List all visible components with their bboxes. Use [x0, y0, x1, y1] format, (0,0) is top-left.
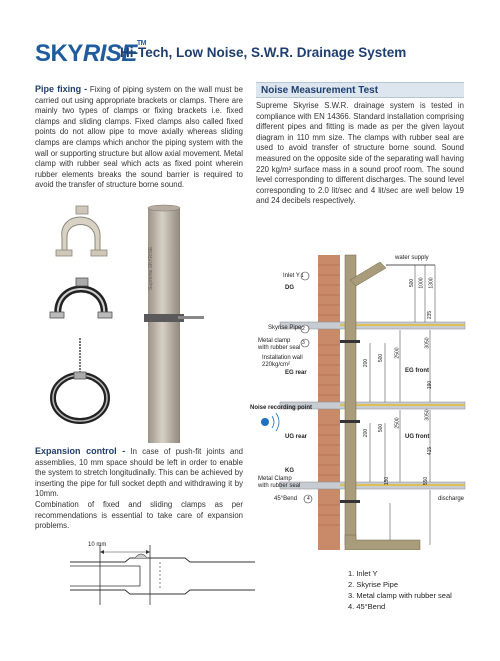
- bend-label: 45°Bend: [274, 496, 298, 502]
- skyrise-logo: SKYRISE™: [35, 40, 146, 67]
- page-title: Hi-Tech, Low Noise, S.W.R. Drainage System: [120, 45, 407, 60]
- dim-label: 200: [363, 358, 370, 368]
- num-2: 2: [302, 326, 305, 332]
- dim-label: 1000: [418, 277, 425, 289]
- metal-clamp-label: Metal clamp: [258, 338, 291, 344]
- clamp-illustrations: [40, 198, 130, 443]
- dim-label: 3050: [424, 337, 431, 349]
- eg-front-label: EG front: [405, 368, 429, 374]
- eg-rear-label: EG rear: [285, 370, 307, 376]
- dim-label: 2500: [394, 347, 401, 359]
- expansion-text-2: Combination of fixed and sliding clamps as per recommendations is essential to take care of expansion problems.: [35, 499, 243, 531]
- metal-clamp-2-label: Metal Clamp: [258, 476, 292, 482]
- noise-test-text: Supreme Skyrise S.W.R. drainage system is tested in compliance with EN 14366. Standard installation comprising different pipes and fitting is made as per the given layout diagram in 110 mm size. The clamps with rubber seal are used to avoid transfer of structure borne sound. Sound measured on the opposite side of the separating wall having 220 kg/m² surface mass in a sound proof room. The sound level corresponding to different discharges. The sound level corresponding to 2.0 lit/sec and 4 lit/sec are well below 19 and 24 decibels respectively.: [256, 101, 464, 206]
- dim-label: 150: [384, 476, 391, 486]
- expansion-text: In case of push-fit joints and assemblies, 10 mm space should be left in order to enable the system to stretch longitudinally. This can be achieved by inserting the pipe for full socket depth and withdrawing it by 10mm.: [35, 447, 243, 499]
- kg-label: KG: [285, 468, 294, 474]
- dim-label: 500: [378, 423, 385, 433]
- discharge-label: discharge: [438, 496, 465, 502]
- num-3: 3: [302, 340, 305, 346]
- skyrise-pipe-label: Skyrise Pipe: [268, 325, 302, 331]
- wall-mass-label: 220kg/cm²: [262, 362, 291, 368]
- ug-front-label: UG front: [405, 434, 430, 440]
- expansion-diagram: [70, 540, 255, 610]
- pipe-image: [138, 198, 208, 443]
- legend-item: 1. Inlet Y: [348, 569, 378, 578]
- expansion-heading: Expansion control -: [35, 446, 126, 456]
- pipe-print: Supreme SKYRISE: [148, 246, 154, 290]
- expansion-gap-label: 10 mm: [88, 542, 107, 548]
- legend-item: 2. Skyrise Pipe: [348, 580, 399, 589]
- installation-wall-label: Installation wall: [262, 355, 303, 361]
- dim-label: 3050: [424, 409, 431, 421]
- dg-label: DG: [285, 285, 294, 291]
- rubber-seal-label: with rubber seal: [258, 345, 301, 351]
- legend-item: 3. Metal clamp with rubber seal: [348, 591, 452, 600]
- dim-label: 200: [363, 428, 370, 438]
- inlet-y-label: Inlet Y: [283, 273, 300, 279]
- noise-point-label: Noise recording point: [250, 405, 313, 411]
- diagram-legend: [348, 568, 452, 612]
- water-supply-label: water supply: [395, 255, 429, 261]
- noise-test-heading: Noise Measurement Test: [256, 82, 464, 98]
- dim-label: 415: [427, 446, 434, 456]
- rubber-seal-2-label: with rubber seal: [258, 483, 301, 489]
- ug-rear-label: UG rear: [285, 434, 308, 440]
- dim-label: 500: [378, 353, 385, 363]
- num-1: 1: [301, 273, 304, 279]
- dim-label: 190: [427, 380, 434, 390]
- num-4: 4: [307, 496, 310, 502]
- sliding-clamp-image: [53, 338, 107, 421]
- pipe-fixing-section: [35, 84, 243, 191]
- noise-test-section: [256, 101, 464, 207]
- pipe-fixing-text: Fixing of piping system on the wall must be carried out using appropriate brackets or clamps. There are mainly two types of clamps or fixing brackets i.e. fixed clamps and sliding clamps. Fixed clamps also called fixed points do not allow pipe to move axially whereas sliding clamps are clamps which anchor the piping system with the wall or supporting structure but allow axial movement. Metal clamp with rubber seal which acts as fixed point wherein rubber elements breaks the sound barrier is required to avoid the transfer of structure borne sound.: [35, 85, 243, 190]
- expansion-section: [35, 446, 243, 532]
- legend-item: 4. 45°Bend: [348, 602, 386, 611]
- fixed-clamp-image: [56, 206, 107, 256]
- dim-label: 235: [427, 310, 434, 320]
- dim-label: 550: [423, 476, 430, 486]
- noise-test-diagram: [250, 250, 470, 550]
- dim-label: 2500: [394, 417, 401, 429]
- dim-label: 1300: [428, 277, 435, 289]
- rubber-clamp-image: [50, 278, 112, 318]
- pipe-fixing-heading: Pipe fixing -: [35, 84, 88, 94]
- dim-label: 500: [409, 278, 416, 288]
